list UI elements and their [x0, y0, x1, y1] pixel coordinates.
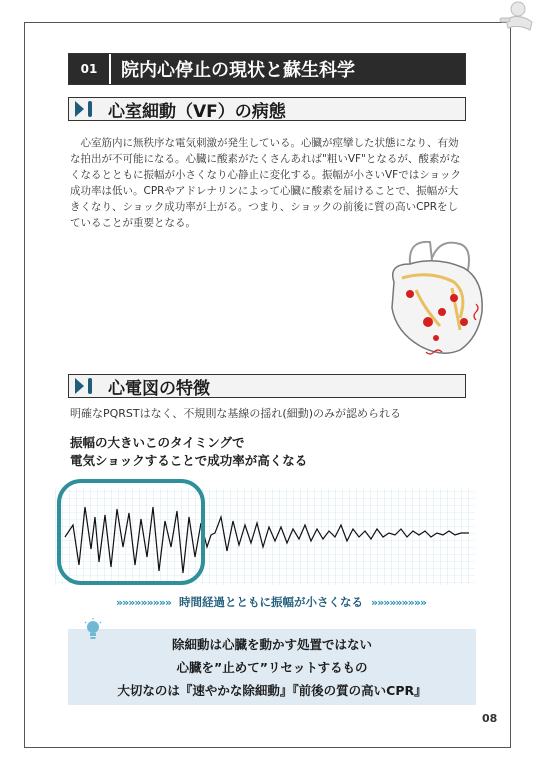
section-heading-ecg	[68, 374, 466, 398]
section-heading-vf	[68, 97, 466, 121]
section-bar-icon	[88, 101, 92, 117]
ecg-vf-tracing	[55, 477, 475, 587]
timing-line-1: 振幅の大きいこのタイミングで	[70, 435, 245, 450]
key-point-box	[68, 629, 476, 705]
key-point-line-2: 心臓を”止めて”リセットするもの	[176, 660, 368, 675]
section-marker-icon	[75, 101, 84, 117]
key-point-line-3: 大切なのは『速やかな除細動』『前後の質の高いCPR』	[117, 683, 427, 698]
chevrons-left-icon: »»»»»»»»»	[116, 595, 171, 609]
chapter-number: 01	[69, 54, 109, 84]
vf-paragraph: 心室筋内に無秩序な電気刺激が発生している。心臓が痙攣した状態になり、有効な拍出が不可能になる。心臓に酸素がたくさんあれば"粗いVF"となるが、酸素がなくなるとともに振幅が小さくなり心静止に変化する。振幅が小さいVFではショック成功率は低い。CPRやアドレナリンによって心臓に酸素を届けることで、振幅が大きくなり、ショック成功率が上がる。つまり、ショックの前後に質の高いCPRをしていることが重要となる。	[70, 137, 462, 229]
section-marker-icon	[75, 378, 84, 394]
ecg-caption: 明確なPQRSTはなく、不規則な基線の揺れ(細動)のみが認められる	[70, 407, 401, 420]
ecg-grid	[55, 489, 475, 585]
mascot-figure-icon	[492, 0, 536, 36]
time-progress-line	[66, 594, 476, 610]
heart-illustration-icon	[380, 234, 490, 362]
time-label: 時間経過とともに振幅が小さくなる	[179, 595, 363, 609]
chapter-header	[68, 53, 466, 85]
timing-note	[70, 434, 307, 470]
chapter-title: 院内心停止の現状と蘇生科学	[111, 54, 465, 84]
vf-description	[70, 135, 466, 231]
lightbulb-icon	[84, 618, 102, 642]
page-number: 08	[482, 712, 498, 725]
section-bar-icon	[88, 378, 92, 394]
section-title: 心電図の特徴	[108, 378, 210, 399]
key-point-line-1: 除細動は心臓を動かす処置ではない	[171, 637, 372, 652]
timing-line-2: 電気ショックすることで成功率が高くなる	[70, 453, 308, 468]
section-title: 心室細動（VF）の病態	[108, 101, 286, 122]
chevrons-right-icon: »»»»»»»»»	[371, 595, 426, 609]
